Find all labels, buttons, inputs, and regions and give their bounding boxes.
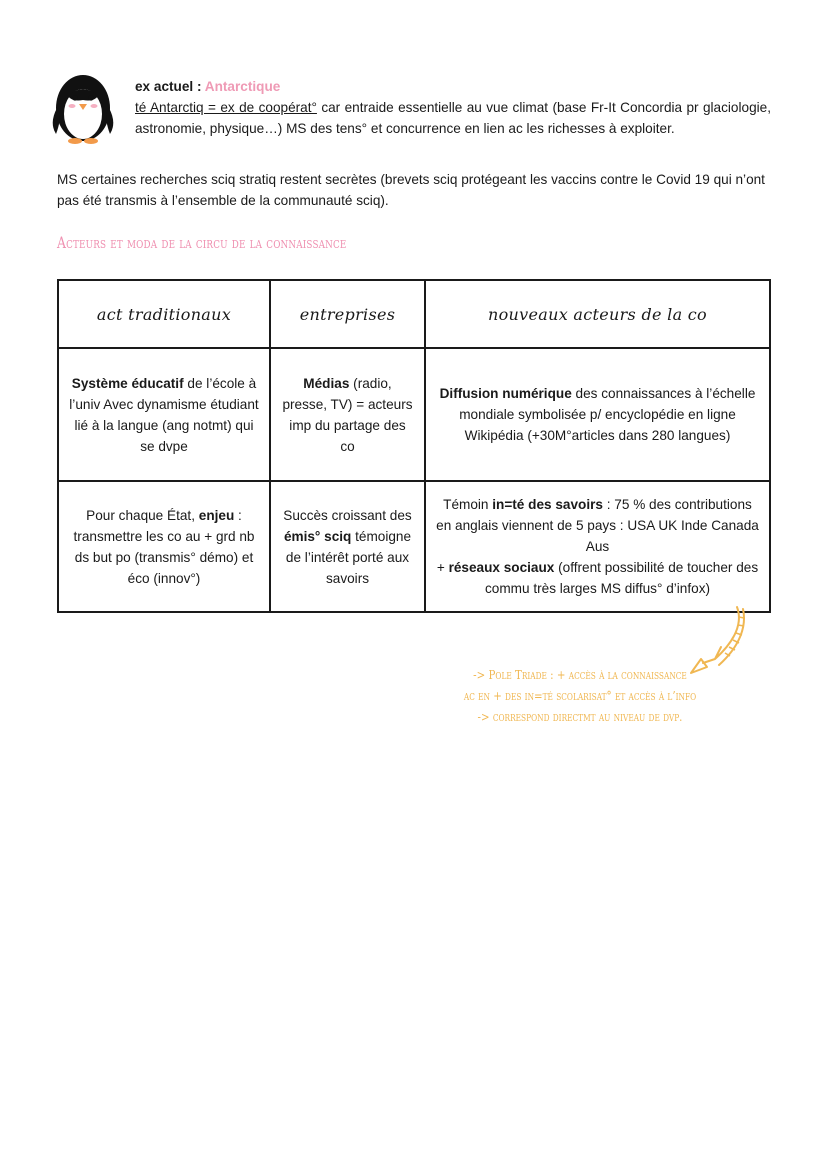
cell-state-stakes: Pour chaque État, enjeu : transmettre les co au + grd nb ds but po (transmis° démo) et éco (innov°) [58,481,270,612]
note-line-1: -> Pole Triade : + accès à la connaissance [473,667,687,682]
header-new-actors: nouveaux acteurs de la co [425,280,770,348]
intro-label-accent: Antarctique [204,79,281,94]
cell-education: Système éducatif de l’école à l’univ Avec dynamisme étudiant lié à la langue (ang notmt) qui se dvpe [58,348,270,481]
intro-text [135,97,771,139]
actors-table [57,279,771,613]
header-traditional: act traditionaux [58,280,270,348]
table-header-row [58,280,770,348]
intro-label: ex actuel : [135,79,202,94]
intro-heading [135,76,771,97]
cell-science-shows: Succès croissant des émis° sciq témoigne de l’intérêt porté aux savoirs [270,481,425,612]
penguin-icon [48,68,118,144]
section-title: Acteurs et moda de la circu de la connaissance [57,234,347,252]
note-line-3: -> correspond directmt au niveau de dvp. [477,709,683,724]
intro-underlined: té Antarctiq = ex de coopérat° [135,100,317,115]
secret-research-paragraph: MS certaines recherches sciq stratiq restent secrètes (brevets sciq protégeant les vaccins contre le Covid 19 qui n’ont pas été transmis à l’ensemble de la communauté sciq). [57,172,765,208]
header-companies: entreprises [270,280,425,348]
note-line-2: ac en + des in=té scolarisat° et accès à l’info [463,688,697,703]
cell-inequalities: Témoin in=té des savoirs : 75 % des contributions en anglais viennent de 5 pays : USA UK Inde Canada Aus + réseaux sociaux (offrent possibilité de toucher des commu très larges MS diffus° d’infox) [425,481,770,612]
cell-media: Médias (radio, presse, TV) = acteurs imp du partage des co [270,348,425,481]
triade-note [420,664,740,727]
cell-digital: Diffusion numérique des connaissances à l’échelle mondiale symbolisée p/ encyclopédie en ligne Wikipédia (+30M°articles dans 280 langues) [425,348,770,481]
table-row [58,481,770,612]
table-row [58,348,770,481]
intro-block [135,76,771,139]
intro-rest: car entraide essentielle au vue climat (base Fr-It Concordia pr glaciologie, astronomie, physique…) MS des tens° et concurrence en lien ac les richesses à exploiter. [135,100,771,136]
